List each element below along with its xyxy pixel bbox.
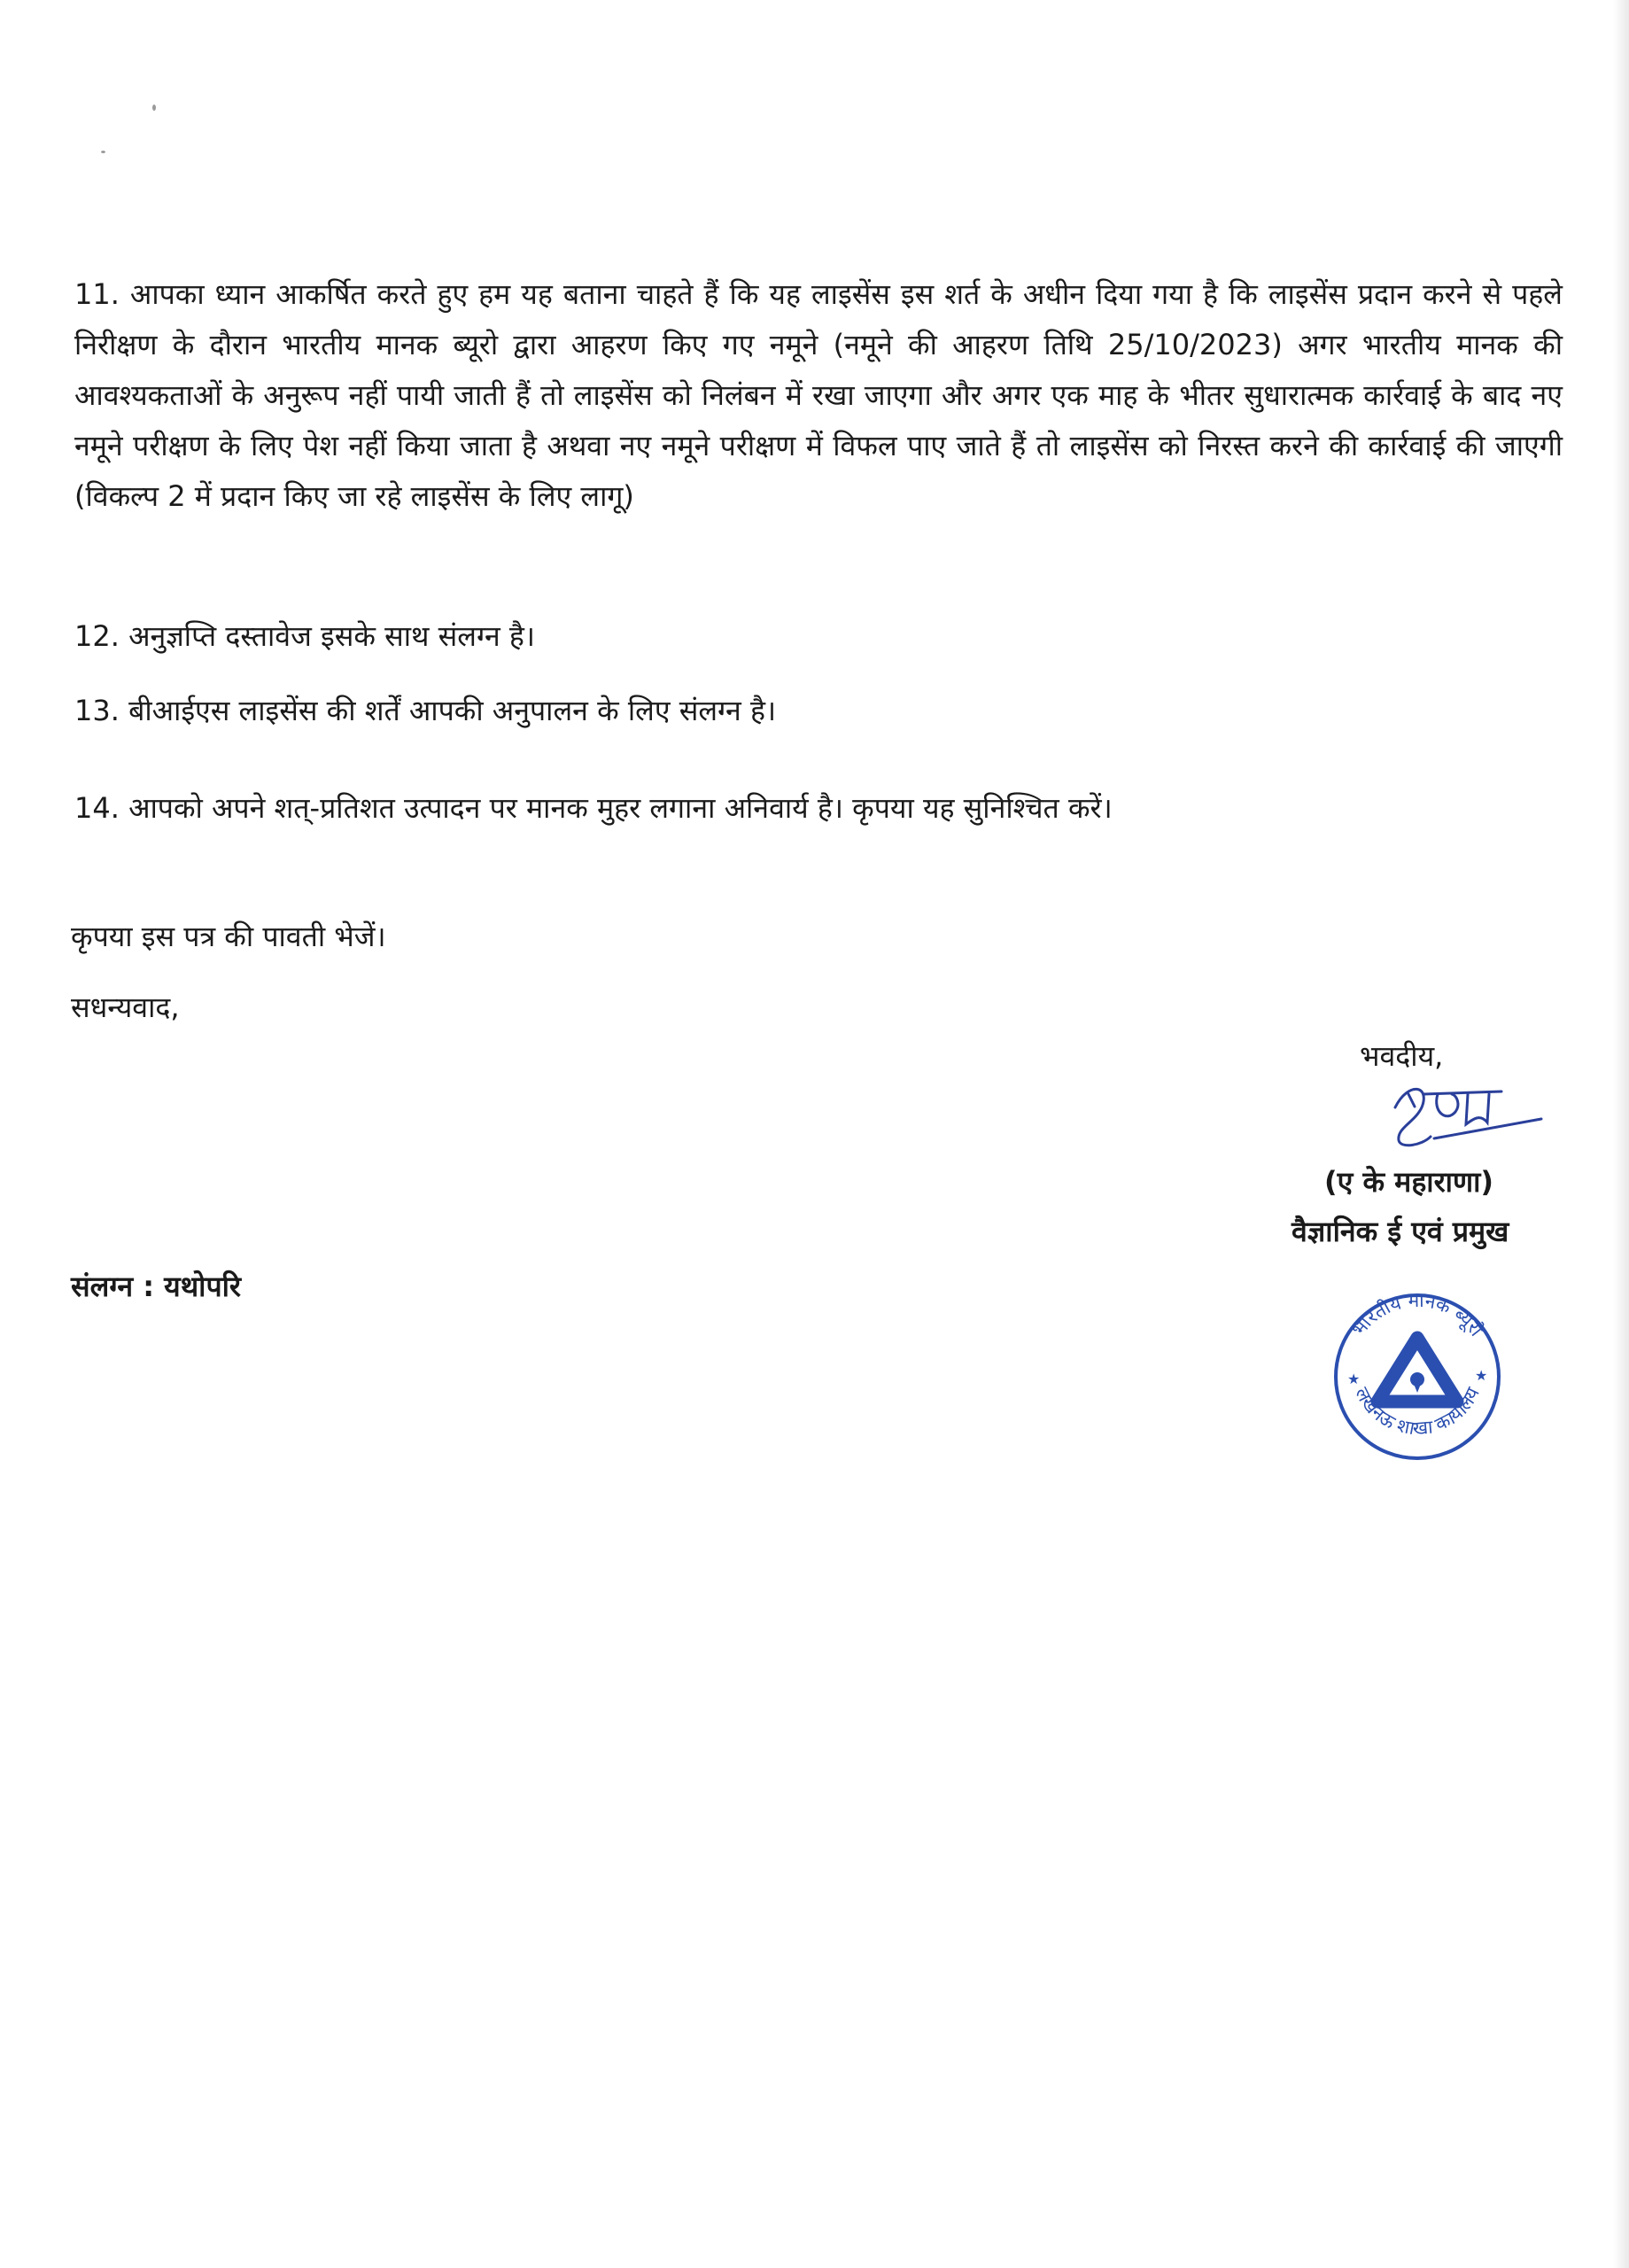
seal-top-text: भारतीय मानक ब्यूरो xyxy=(1347,1289,1487,1340)
paragraph-14: 14. आपको अपने शत्-प्रतिशत उत्पादन पर मानक मुहर लगाना अनिवार्य है। कृपया यह सुनिश्चित करें। xyxy=(74,791,1113,825)
scan-speck xyxy=(152,105,156,111)
paragraph-13: 13. बीआईएस लाइसेंस की शर्तें आपकी अनुपालन के लिए संलग्न है। xyxy=(74,694,777,727)
seal-star-right-icon: ★ xyxy=(1475,1367,1488,1384)
handwritten-signature xyxy=(1369,1068,1546,1156)
closing-salutation: भवदीय, xyxy=(1360,1039,1444,1073)
acknowledgement-request: कृपया इस पत्र की पावती भेजें। xyxy=(71,920,386,953)
scan-speck xyxy=(101,151,105,153)
bis-logo-icon xyxy=(1377,1338,1457,1402)
seal-bottom-text: लखनऊ शाखा कार्यालय xyxy=(1351,1384,1484,1440)
thanks-line: सधन्यवाद, xyxy=(71,990,180,1024)
seal-star-left-icon: ★ xyxy=(1347,1371,1361,1387)
enclosure-note: संलग्न : यथोपरि xyxy=(71,1270,242,1303)
bis-office-seal xyxy=(1324,1233,1510,1464)
page-edge-shadow xyxy=(1613,0,1629,2268)
paragraph-12: 12. अनुज्ञप्ति दस्तावेज इसके साथ संलग्न है। xyxy=(74,619,536,653)
paragraph-11: 11. आपका ध्यान आकर्षित करते हुए हम यह बताना चाहते हैं कि यह लाइसेंस इस शर्त के अधीन दिया गया है कि लाइसेंस प्रदान करने से पहले निरीक्षण के दौरान भारतीय मानक ब्यूरो द्वारा आहरण किए गए नमूने (नमूने की आहरण तिथि 25/10/2023) अगर भारतीय मानक की आवश्यकताओं के अनुरूप नहीं पायी जाती हैं तो लाइसेंस को निलंबन में रखा जाएगा और अगर एक माह के भीतर सुधारात्मक कार्रवाई के बाद नए नमूने परीक्षण के लिए पेश नहीं किया जाता है अथवा नए नमूने परीक्षण में विफल पाए जाते हैं तो लाइसेंस को निरस्त करने की कार्रवाई की जाएगी (विकल्प 2 में प्रदान किए जा रहे लाइसेंस के लिए लागू) xyxy=(74,277,1563,513)
signer-name: (ए के महाराणा) xyxy=(1324,1165,1494,1199)
signer-title: वैज्ञानिक ई एवं प्रमुख xyxy=(1292,1215,1509,1248)
